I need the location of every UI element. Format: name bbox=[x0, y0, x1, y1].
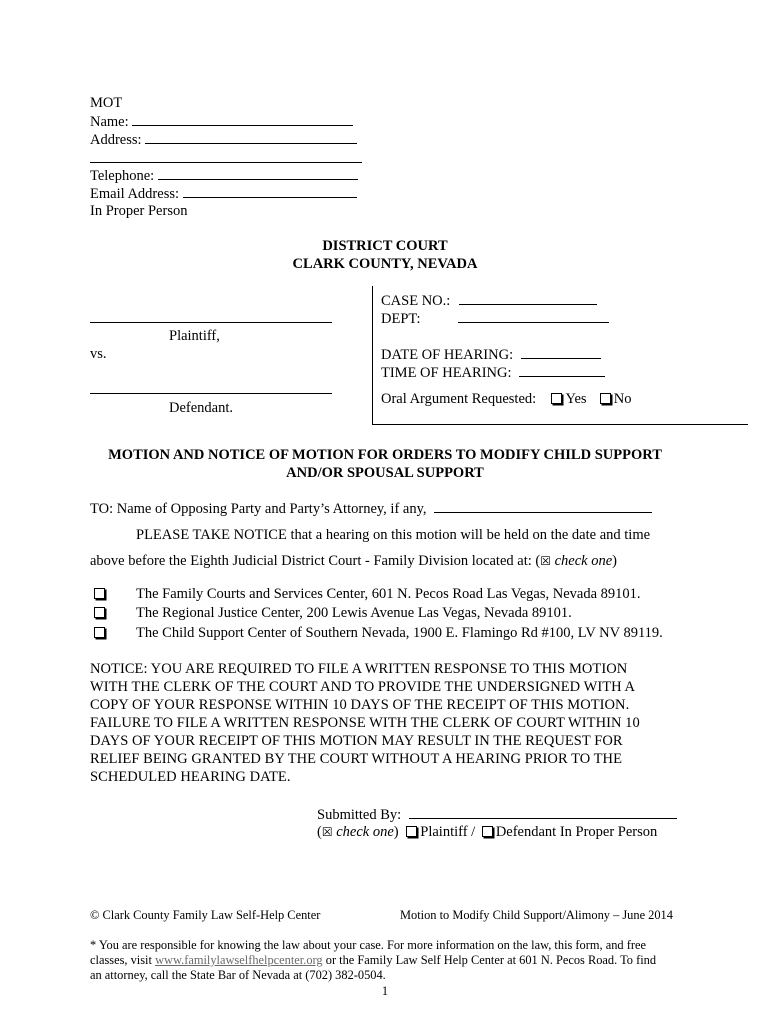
location-2-label: The Regional Justice Center, 200 Lewis Avenue Las Vegas, Nevada 89101. bbox=[136, 605, 572, 621]
hearing-date-blank[interactable] bbox=[521, 345, 601, 359]
plaintiff-name-blank[interactable] bbox=[90, 322, 332, 323]
case-number-field[interactable] bbox=[381, 291, 597, 310]
location-3-label: The Child Support Center of Southern Nevada, 1900 E. Flamingo Rd #100, LV NV 89119. bbox=[136, 625, 663, 641]
form-code: MOT bbox=[90, 95, 123, 111]
hearing-date-field[interactable] bbox=[381, 345, 601, 364]
defendant-name-blank[interactable] bbox=[90, 393, 332, 394]
caption-divider-vertical bbox=[372, 286, 373, 424]
oral-argument-label: Oral Argument Requested: bbox=[381, 391, 537, 407]
plaintiff-label: Plaintiff, bbox=[169, 328, 220, 344]
name-blank[interactable] bbox=[132, 112, 353, 126]
address-label: Address: bbox=[90, 132, 142, 148]
checked-box-icon: ☒ bbox=[540, 554, 551, 568]
footer-disclaimer-line-3: an attorney, call the State Bar of Nevada at (702) 382-0504. bbox=[90, 968, 386, 982]
court-name: DISTRICT COURT bbox=[322, 238, 448, 254]
submitted-by-field[interactable] bbox=[317, 805, 677, 824]
opposing-party-field[interactable] bbox=[90, 499, 652, 518]
caption-divider-horizontal bbox=[372, 424, 748, 425]
response-warning bbox=[90, 660, 690, 786]
warning-line: COPY OF YOUR RESPONSE WITHIN 10 DAYS OF THE RECEIPT OF THIS MOTION. bbox=[90, 697, 630, 713]
location-option-3[interactable] bbox=[94, 624, 663, 642]
defendant-label: Defendant. bbox=[169, 400, 234, 416]
warning-line: SCHEDULED HEARING DATE. bbox=[90, 769, 291, 785]
dept-label: DEPT: bbox=[381, 311, 421, 327]
proper-person-label: In Proper Person bbox=[90, 203, 188, 219]
submitted-by-blank[interactable] bbox=[409, 805, 677, 819]
email-field[interactable] bbox=[90, 184, 357, 203]
plaintiff-option-label: Plaintiff / bbox=[420, 824, 476, 840]
telephone-label: Telephone: bbox=[90, 168, 155, 184]
disclaimer-text: or the Family Law Self Help Center at 601 N. Pecos Road. To find bbox=[325, 953, 657, 967]
hearing-date-label: DATE OF HEARING: bbox=[381, 347, 514, 363]
warning-line: NOTICE: YOU ARE REQUIRED TO FILE A WRITTEN RESPONSE TO THIS MOTION bbox=[90, 661, 628, 677]
self-help-website-link[interactable]: www.familylawselfhelpcenter.org bbox=[155, 953, 323, 967]
address-field[interactable] bbox=[90, 130, 357, 149]
warning-line: FAILURE TO FILE A WRITTEN RESPONSE WITH THE CLERK OF COURT WITHIN 10 bbox=[90, 715, 640, 731]
location-3-checkbox[interactable] bbox=[94, 627, 105, 638]
page-number: 1 bbox=[381, 984, 389, 998]
oral-argument-row bbox=[381, 390, 632, 408]
case-number-blank[interactable] bbox=[459, 291, 597, 305]
close-paren: ) bbox=[612, 553, 617, 569]
notice-paragraph-line-1: PLEASE TAKE NOTICE that a hearing on this motion will be held on the date and time bbox=[136, 527, 651, 543]
hearing-time-blank[interactable] bbox=[519, 363, 605, 377]
footer-disclaimer-line-2 bbox=[90, 953, 656, 968]
motion-title-line-2: AND/OR SPOUSAL SUPPORT bbox=[286, 465, 484, 481]
footer-disclaimer-line-1: * You are responsible for knowing the law about your case. For more information on the law, this form, and free bbox=[90, 938, 646, 952]
location-2-checkbox[interactable] bbox=[94, 607, 105, 618]
opposing-party-label: TO: Name of Opposing Party and Party’s Attorney, if any, bbox=[90, 501, 427, 517]
check-one-note: check one bbox=[554, 553, 613, 569]
warning-line: DAYS OF YOUR RECEIPT OF THIS MOTION MAY RESULT IN THE REQUEST FOR bbox=[90, 733, 623, 749]
address-blank-line-2[interactable] bbox=[90, 162, 362, 163]
address-blank[interactable] bbox=[145, 130, 357, 144]
warning-line: RELIEF BEING GRANTED BY THE COURT WITHOUT A HEARING PRIOR TO THE bbox=[90, 751, 622, 767]
warning-line: WITH THE CLERK OF THE COURT AND TO PROVIDE THE UNDERSIGNED WITH A bbox=[90, 679, 636, 695]
submitted-by-label: Submitted By: bbox=[317, 807, 402, 823]
disclaimer-text: classes, visit bbox=[90, 953, 152, 967]
vs-label: vs. bbox=[90, 346, 107, 362]
party-type-row bbox=[317, 823, 657, 841]
oral-argument-no-label: No bbox=[613, 391, 632, 407]
location-1-label: The Family Courts and Services Center, 601 N. Pecos Road Las Vegas, Nevada 89101. bbox=[136, 586, 641, 602]
footer-copyright: © Clark County Family Law Self-Help Center bbox=[90, 908, 321, 922]
dept-field[interactable] bbox=[381, 309, 609, 328]
oral-argument-yes-checkbox[interactable] bbox=[551, 393, 562, 404]
footer-form-title: Motion to Modify Child Support/Alimony – June 2014 bbox=[400, 908, 673, 922]
hearing-time-label: TIME OF HEARING: bbox=[381, 365, 512, 381]
telephone-field[interactable] bbox=[90, 166, 358, 185]
motion-title-line-1: MOTION AND NOTICE OF MOTION FOR ORDERS TO MODIFY CHILD SUPPORT bbox=[108, 447, 662, 463]
opposing-party-blank[interactable] bbox=[434, 499, 652, 513]
telephone-blank[interactable] bbox=[158, 166, 358, 180]
court-county: CLARK COUNTY, NEVADA bbox=[292, 256, 478, 272]
location-option-2[interactable] bbox=[94, 604, 572, 622]
dept-blank[interactable] bbox=[458, 309, 609, 323]
name-label: Name: bbox=[90, 114, 129, 130]
hearing-time-field[interactable] bbox=[381, 363, 605, 382]
defendant-option-label: Defendant In Proper Person bbox=[495, 824, 658, 840]
notice-paragraph-line-2 bbox=[90, 552, 617, 570]
open-paren: ( bbox=[317, 824, 322, 840]
email-blank[interactable] bbox=[183, 184, 357, 198]
defendant-checkbox[interactable] bbox=[482, 826, 493, 837]
oral-argument-no-checkbox[interactable] bbox=[600, 393, 611, 404]
check-one-note: check one bbox=[336, 824, 394, 840]
location-1-checkbox[interactable] bbox=[94, 588, 105, 599]
plaintiff-checkbox[interactable] bbox=[406, 826, 417, 837]
location-option-1[interactable] bbox=[94, 585, 641, 603]
case-number-label: CASE NO.: bbox=[381, 293, 451, 309]
checked-box-icon: ☒ bbox=[321, 825, 333, 839]
notice-line-2-text: above before the Eighth Judicial District Court - Family Division located at: ( bbox=[90, 553, 541, 569]
close-paren: ) bbox=[393, 824, 399, 840]
oral-argument-yes-label: Yes bbox=[565, 391, 587, 407]
email-label: Email Address: bbox=[90, 186, 180, 202]
name-field[interactable] bbox=[90, 112, 353, 131]
